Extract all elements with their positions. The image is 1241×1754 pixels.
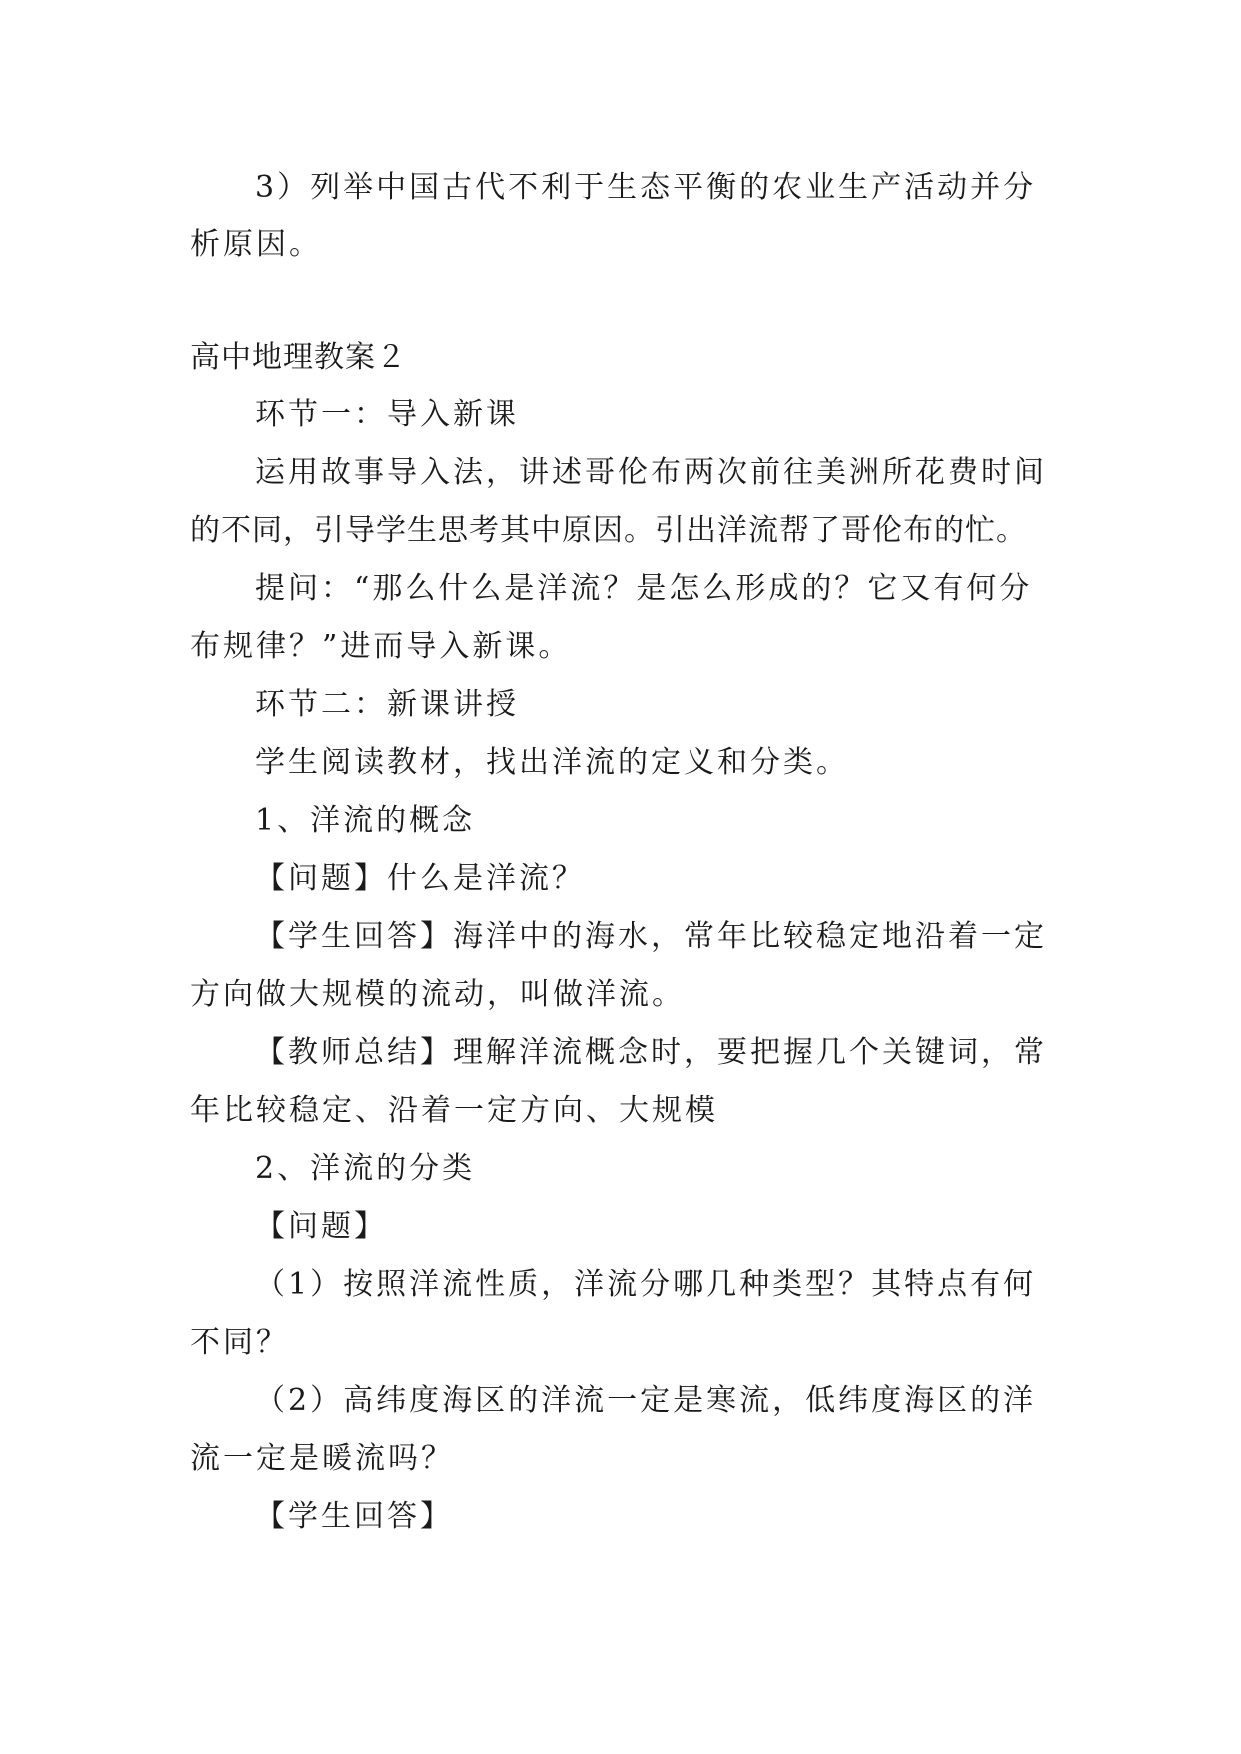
question-line: （1）按照洋流性质，洋流分哪几种类型？其特点有何: [255, 1267, 1037, 1302]
paragraph-line: 析原因。: [190, 227, 322, 262]
answer-line: 方向做大规模的流动，叫做洋流。: [190, 977, 685, 1012]
question-line: 【问题】什么是洋流？: [255, 861, 585, 896]
summary-line: 【教师总结】理解洋流概念时，要把握几个关键词，常: [255, 1035, 1047, 1070]
question-line: （2）高纬度海区的洋流一定是寒流，低纬度海区的洋: [255, 1383, 1037, 1418]
answer-line: 【学生回答】海洋中的海水，常年比较稳定地沿着一定: [255, 919, 1047, 954]
answer-label: 【学生回答】: [255, 1499, 453, 1534]
step-heading: 环节一：导入新课: [255, 397, 519, 432]
question-line: 不同？: [190, 1325, 289, 1360]
question-line: 流一定是暖流吗？: [190, 1441, 454, 1476]
paragraph-line: 提问：“那么什么是洋流？是怎么形成的？它又有何分: [255, 571, 1033, 606]
subsection-heading: 2、洋流的分类: [255, 1151, 476, 1186]
paragraph-line: 运用故事导入法，讲述哥伦布两次前往美洲所花费时间: [255, 455, 1047, 490]
step-heading: 环节二：新课讲授: [255, 687, 519, 722]
paragraph-line: 3）列举中国古代不利于生态平衡的农业生产活动并分: [255, 170, 1037, 205]
paragraph-line: 学生阅读教材，找出洋流的定义和分类。: [255, 745, 849, 780]
question-label: 【问题】: [255, 1209, 387, 1244]
paragraph-line: 的不同，引导学生思考其中原因。引出洋流帮了哥伦布的忙。: [190, 513, 1027, 548]
section-heading: 高中地理教案２: [190, 340, 407, 375]
paragraph-line: 布规律？”进而导入新课。: [190, 629, 572, 664]
summary-line: 年比较稳定、沿着一定方向、大规模: [190, 1093, 718, 1128]
subsection-heading: 1、洋流的概念: [255, 803, 476, 838]
